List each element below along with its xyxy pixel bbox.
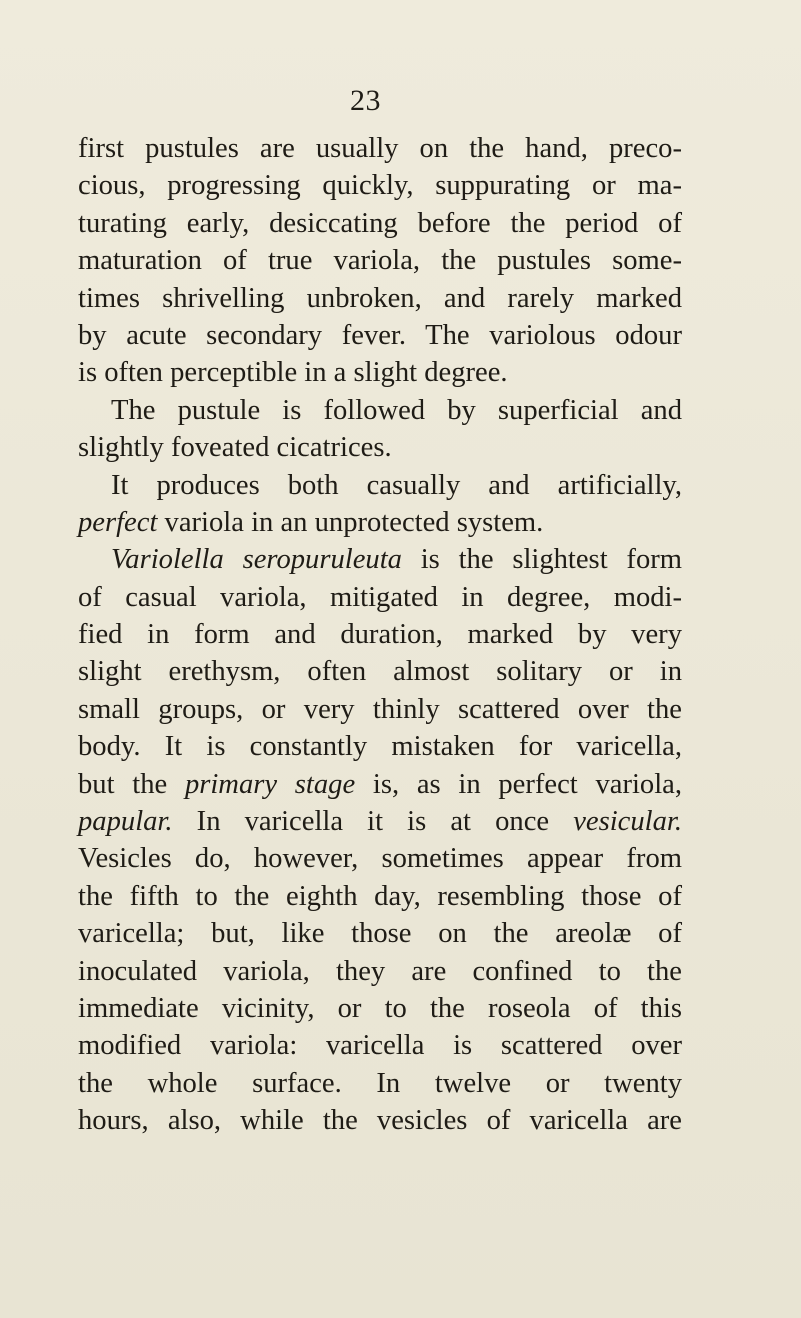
- text-line: papular. In varicella it is at once vesicular.: [78, 806, 682, 838]
- paragraph-start-line: The pustule is followed by superficial and: [111, 394, 682, 426]
- text-line: immediate vicinity, or to the roseola of this: [78, 992, 682, 1024]
- text-line: by acute secondary fever. The variolous odour: [78, 319, 682, 351]
- text-line: body. It is constantly mistaken for varicella,: [78, 731, 682, 763]
- text-line: the fifth to the eighth day, resembling those of: [78, 880, 682, 912]
- body-text: [78, 130, 682, 1140]
- paragraph-start-line: Variolella seropuruleuta is the slightest form: [111, 544, 683, 576]
- text-line: is often perceptible in a slight degree.: [78, 357, 508, 389]
- text-line: inoculated variola, they are confined to the: [78, 955, 682, 987]
- text-line: fied in form and duration, marked by very: [78, 619, 682, 651]
- italic-term: Variolella seropuruleuta: [111, 544, 402, 576]
- italic-term: perfect: [78, 506, 158, 538]
- paragraph-start-line: It produces both casually and artificially,: [111, 469, 682, 501]
- italic-term: papular.: [78, 806, 173, 838]
- text-line: slightly foveated cicatrices.: [78, 432, 392, 464]
- text-line: slight erethysm, often almost solitary or in: [78, 656, 682, 688]
- italic-term: primary stage: [184, 768, 356, 800]
- text-line: perfect variola in an unprotected system.: [78, 506, 544, 538]
- text-line: the whole surface. In twelve or twenty: [78, 1067, 682, 1099]
- text-line: times shrivelling unbroken, and rarely marked: [78, 282, 682, 314]
- text-line: turating early, desiccating before the period of: [78, 207, 682, 239]
- text-line: modified variola: varicella is scattered over: [78, 1030, 682, 1062]
- text-line: maturation of true variola, the pustules some-: [78, 245, 682, 277]
- text-line: hours, also, while the vesicles of varicella are: [78, 1105, 682, 1137]
- text-line: Vesicles do, however, sometimes appear from: [78, 843, 682, 875]
- text-line: cious, progressing quickly, suppurating or ma-: [78, 170, 682, 202]
- text-line: but the primary stage is, as in perfect variola,: [78, 768, 682, 800]
- text-line: varicella; but, like those on the areolæ of: [78, 918, 682, 950]
- text-line: small groups, or very thinly scattered over the: [78, 693, 682, 725]
- text-line: of casual variola, mitigated in degree, modi-: [78, 581, 682, 613]
- page-number: 23: [350, 84, 381, 117]
- text-line: first pustules are usually on the hand, preco-: [78, 133, 682, 164]
- italic-term: vesicular.: [573, 806, 682, 838]
